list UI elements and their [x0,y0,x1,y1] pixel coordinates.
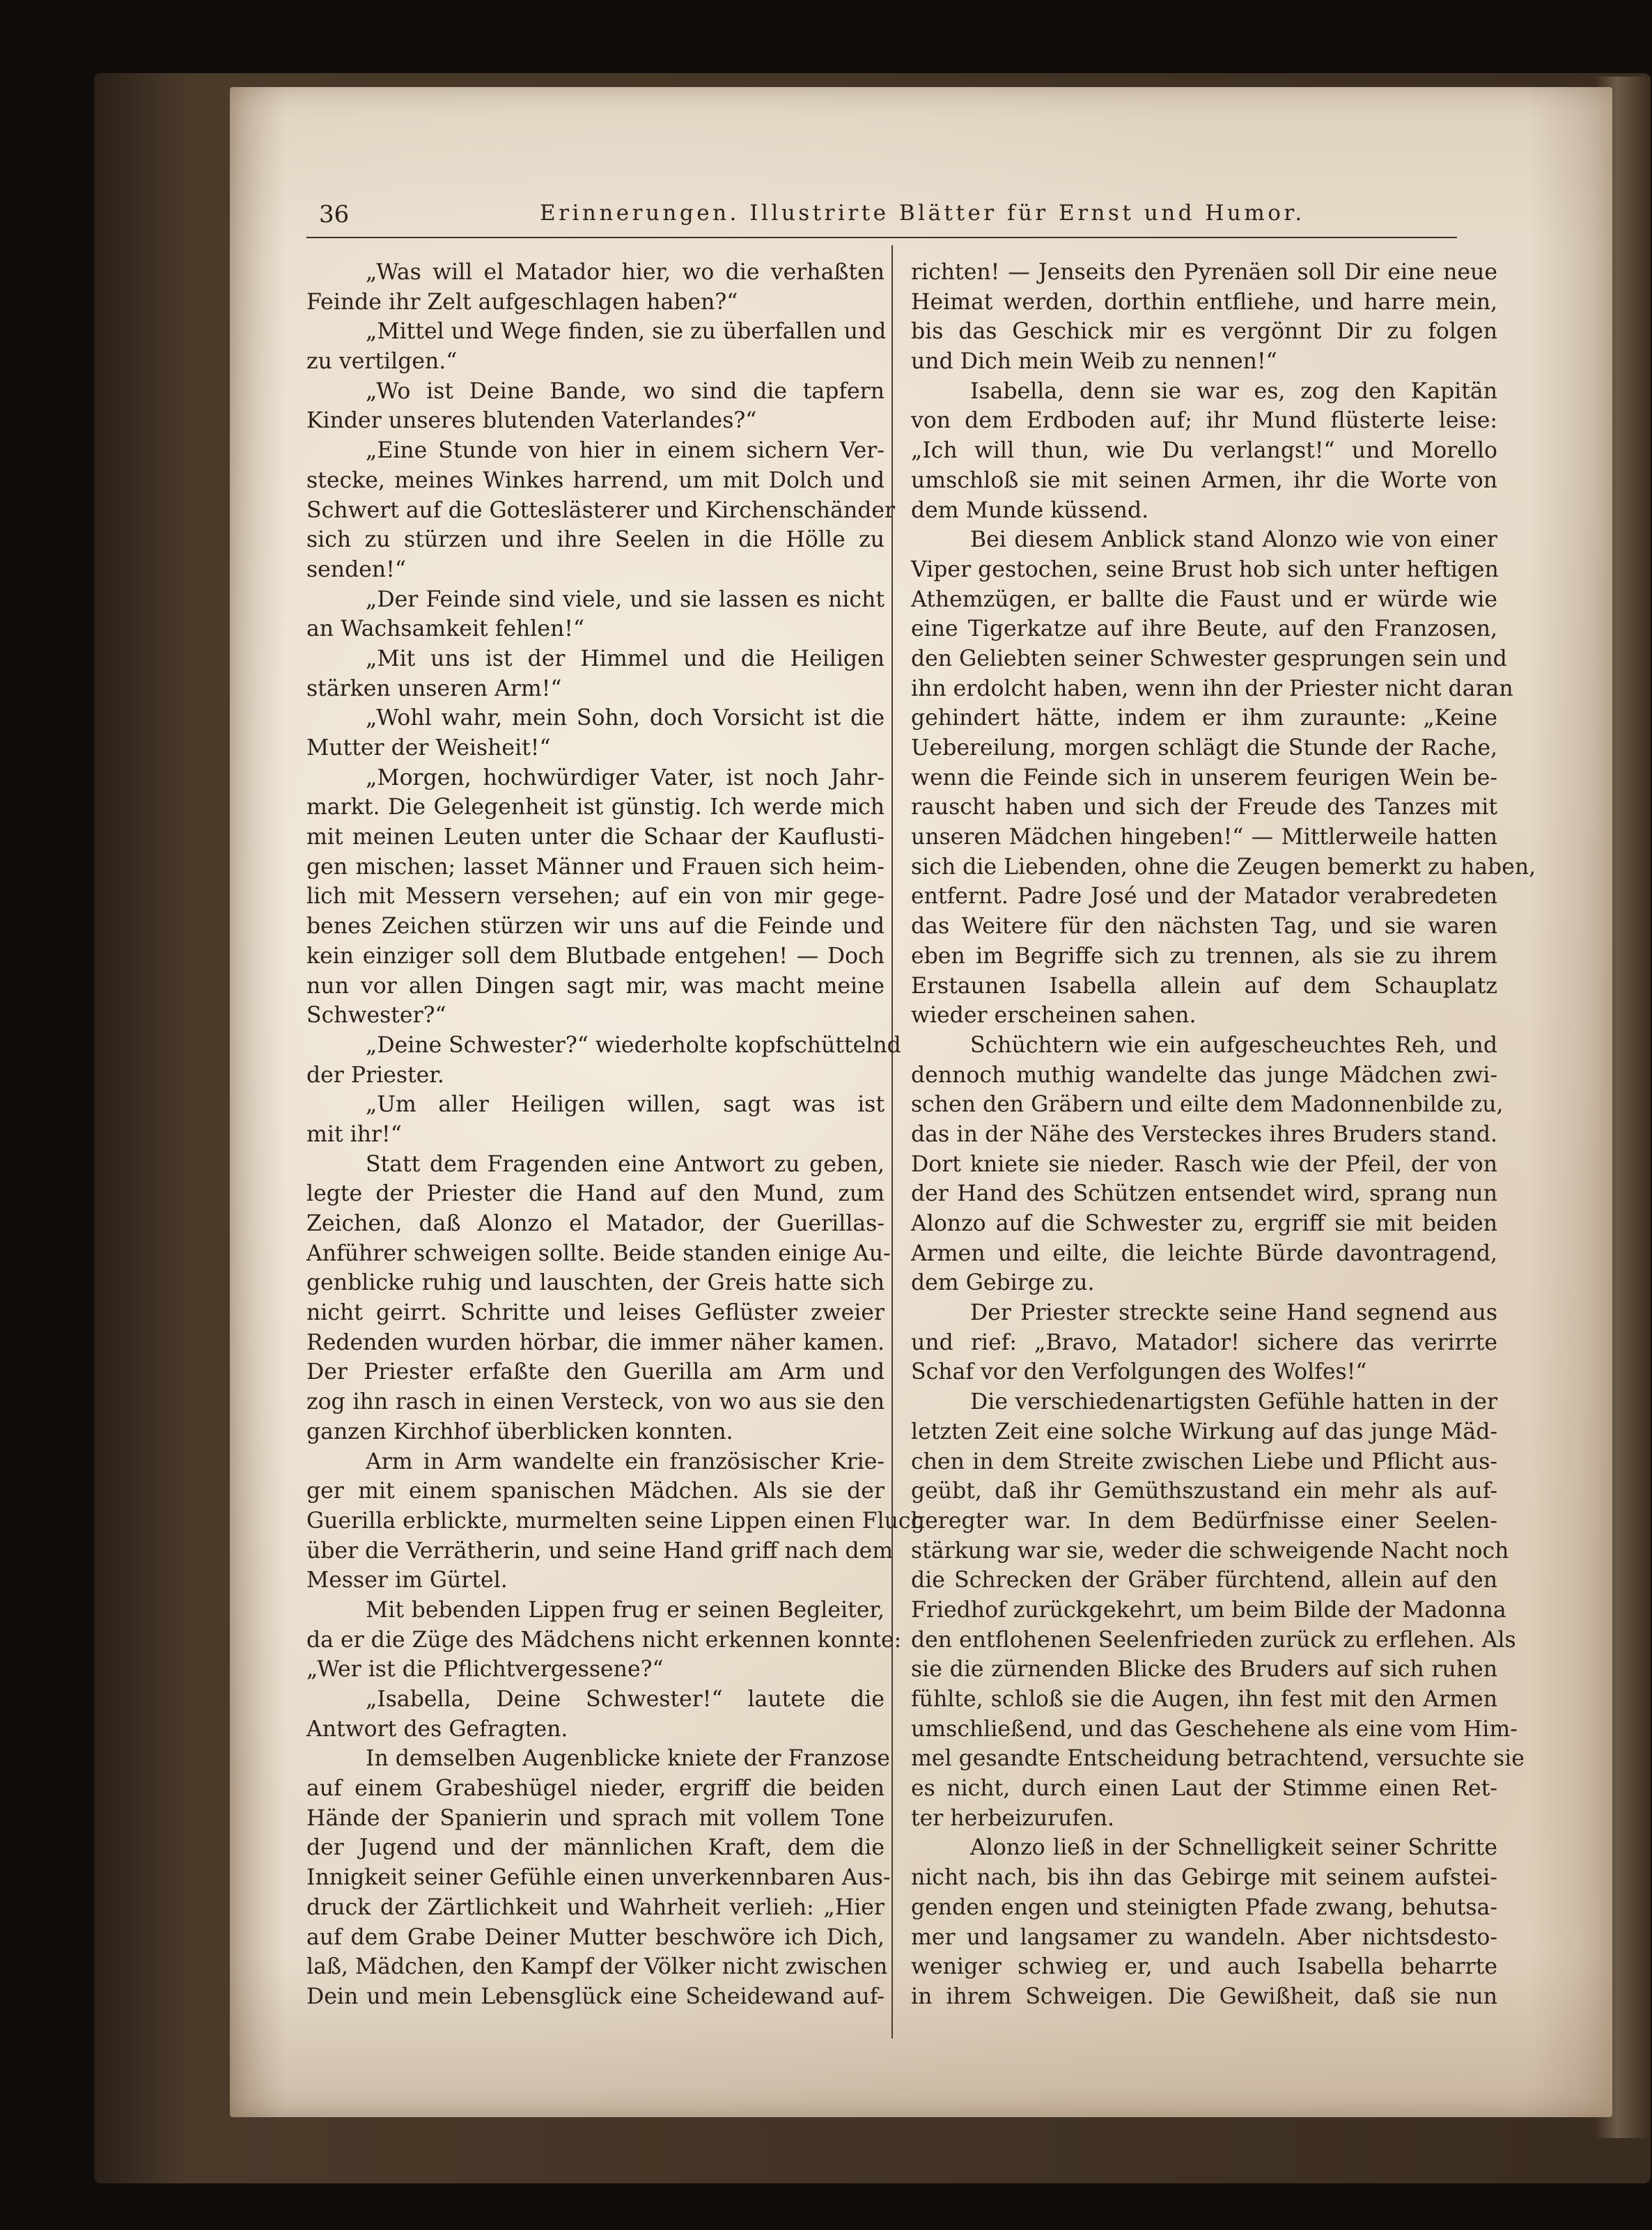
text-line: Uebereilung, morgen schlägt die Stunde der Rache, [911,735,1497,761]
text-line: „Eine Stunde von hier in einem sichern Ver- [366,438,885,464]
text-line: richten! — Jenseits den Pyrenäen soll Dir eine neue [911,260,1497,285]
text-line: rauscht haben und sich der Freude des Tanzes mit [911,795,1497,820]
text-line: Heimat werden, dorthin entfliehe, und harre mein, [911,289,1497,315]
text-line: und Dich mein Weib zu nennen!“ [911,349,1277,375]
journal-title: Erinnerungen. Illustrirte Blätter für Ernst und Humor. [540,201,1305,226]
text-line: nicht nach, bis ihn das Gebirge mit seinem aufstei- [911,1865,1497,1891]
text-line: ger mit einem spanischen Mädchen. Als sie der [306,1479,885,1504]
text-line: genblicke ruhig und lauschten, der Greis hatte sich [306,1270,885,1296]
text-line: entfernt. Padre José und der Matador verabredeten [911,884,1497,910]
text-line: der Jugend und der männlichen Kraft, dem die [306,1835,885,1861]
text-line: stärken unseren Arm!“ [306,676,562,701]
text-line: zu vertilgen.“ [306,349,458,375]
text-line: laß, Mädchen, den Kampf der Völker nicht zwischen [306,1954,888,1980]
text-line: Mutter der Weisheit!“ [306,735,551,761]
text-line: „Um aller Heiligen willen, sagt was ist [366,1092,885,1118]
text-line: mel gesandte Entscheidung betrachtend, versuchte sie [911,1746,1525,1772]
text-line: Schaf vor den Verfolgungen des Wolfes!“ [911,1359,1367,1385]
text-line: druck der Zärtlichkeit und Wahrheit verlieh: „Hier [306,1894,885,1920]
text-line: letzten Zeit eine solche Wirkung auf das junge Mäd- [911,1419,1497,1444]
text-line: ganzen Kirchhof überblicken konnten. [306,1419,733,1444]
text-line: dem Gebirge zu. [911,1270,1095,1296]
text-line: stärkung war sie, weder die schweigende Nacht noch [911,1538,1509,1564]
text-line: „Was will el Matador hier, wo die verhaßten [366,260,885,285]
text-line: nicht geirrt. Schritte und leises Geflüster zweier [306,1300,885,1326]
text-line: Friedhof zurückgekehrt, um beim Bilde der Madonna [911,1597,1506,1623]
text-line: und rief: „Bravo, Matador! sichere das verirrte [911,1330,1497,1355]
text-line: mer und langsamer zu wandeln. Aber nichtsdesto- [911,1924,1497,1950]
text-line: fühlte, schloß sie die Augen, ihn fest mit den Armen [911,1687,1497,1712]
text-line: markt. Die Gelegenheit ist günstig. Ich werde mich [306,795,885,820]
text-line: gehindert hätte, indem er ihm zuraunte: „Keine [911,705,1497,731]
text-line: „Ich will thun, wie Du verlangst!“ und Morello [911,438,1497,464]
text-line: in ihrem Schweigen. Die Gewißheit, daß sie nun [911,1983,1497,2009]
text-line: Erstaunen Isabella allein auf dem Schauplatz [911,973,1497,999]
text-line: wenn die Feinde sich in unserem feurigen Wein be- [911,765,1497,790]
text-line: sich die Liebenden, ohne die Zeugen bemerkt zu haben, [911,854,1536,880]
text-line: „Morgen, hochwürdiger Vater, ist noch Jahr- [366,765,885,790]
text-line: sich zu stürzen und ihre Seelen in die Hölle zu [306,527,885,553]
text-line: der Priester. [306,1062,444,1088]
text-line: legte der Priester die Hand auf den Mund, zum [306,1181,885,1207]
text-line: Der Priester streckte seine Hand segnend aus [970,1300,1497,1326]
text-line: Anführer schweigen sollte. Beide standen einige Au- [306,1240,891,1266]
text-line: über die Verrätherin, und seine Hand griff nach dem [306,1538,894,1564]
text-line: umschloß sie mit seinen Armen, ihr die Worte von [911,467,1497,493]
text-line: Mit bebenden Lippen frug er seinen Begleiter, [366,1597,885,1623]
text-line: Redenden wurden hörbar, die immer näher kamen. [306,1330,885,1355]
text-column-right [911,258,1536,2012]
text-line: Schwert auf die Gotteslästerer und Kirchenschänder [306,497,896,523]
text-line: der Hand des Schützen entsendet wird, sprang nun [911,1181,1497,1207]
text-line: eine Tigerkatze auf ihre Beute, auf den Franzosen, [911,616,1497,642]
text-line: wieder erscheinen sahen. [911,1003,1197,1029]
text-line: Bei diesem Anblick stand Alonzo wie von einer [970,527,1497,553]
text-line: Statt dem Fragenden eine Antwort zu geben, [366,1151,885,1177]
text-line: weniger schwieg er, und auch Isabella beharrte [911,1954,1497,1980]
text-line: an Wachsamkeit fehlen!“ [306,616,585,642]
text-line: kein einziger soll dem Blutbade entgehen! — Doch [306,943,885,969]
text-column-left [306,258,925,2012]
text-line: ihn erdolcht haben, wenn ihn der Priester nicht daran [911,676,1513,701]
text-line: chen in dem Streite zwischen Liebe und Pflicht aus- [911,1449,1497,1474]
text-line: Viper gestochen, seine Brust hob sich unter heftigen [911,556,1499,582]
text-line: dem Munde küssend. [911,497,1149,523]
text-line: stecke, meines Winkes harrend, um mit Dolch und [306,467,885,493]
text-line: Feinde ihr Zelt aufgeschlagen haben?“ [306,289,738,315]
text-line: die Schrecken der Gräber fürchtend, allein auf den [911,1568,1497,1593]
text-line: Schüchtern wie ein aufgescheuchtes Reh, und [970,1032,1497,1058]
text-line: schen den Gräbern und eilte dem Madonnenbilde zu, [911,1092,1504,1118]
text-line: „Wo ist Deine Bande, wo sind die tapfern [366,378,885,404]
text-line: Arm in Arm wandelte ein französischer Krie- [366,1449,885,1474]
text-line: ter herbeizurufen. [911,1805,1115,1831]
text-line: mit meinen Leuten unter die Schaar der Kauflusti- [306,825,885,850]
text-line: Athemzügen, er ballte die Faust und er würde wie [911,586,1497,612]
text-line: benes Zeichen stürzen wir uns auf die Feinde und [306,914,885,939]
text-line: Die verschiedenartigsten Gefühle hatten in der [970,1389,1497,1415]
text-line: es nicht, durch einen Laut der Stimme einen Ret- [911,1776,1497,1802]
text-line: mit ihr!“ [306,1121,402,1147]
text-line: das Weitere für den nächsten Tag, und sie waren [911,914,1497,939]
running-head [306,201,1532,235]
text-line: „Mittel und Wege finden, sie zu überfallen und [366,319,887,345]
text-line: sie die zürnenden Blicke des Bruders auf sich ruhen [911,1657,1497,1683]
text-line: Kinder unseres blutenden Vaterlandes?“ [306,408,757,434]
text-line: Schwester?“ [306,1003,446,1029]
text-line: eben im Begriffe sich zu trennen, als sie zu ihrem [911,943,1497,969]
text-line: Dort kniete sie nieder. Rasch wie der Pfeil, der von [911,1151,1497,1177]
text-line: „Mit uns ist der Himmel und die Heiligen [366,646,885,671]
text-line: den Geliebten seiner Schwester gesprungen sein und [911,646,1507,671]
text-line: „Isabella, Deine Schwester!“ lautete die [366,1687,885,1712]
text-line: senden!“ [306,556,406,582]
text-line: In demselben Augenblicke kniete der Franzose [366,1746,890,1772]
text-line: Messer im Gürtel. [306,1568,508,1593]
text-line: Antwort des Gefragten. [306,1716,568,1742]
text-line: geübt, daß ihr Gemüthszustand ein mehr als auf- [911,1479,1497,1504]
text-line: Guerilla erblickte, murmelten seine Lippen einen Fluch [306,1508,925,1534]
text-line: geregter war. In dem Bedürfnisse einer Seelen- [911,1508,1497,1534]
header-rule [306,237,1457,238]
text-line: Der Priester erfaßte den Guerilla am Arm und [306,1359,885,1385]
text-line: von dem Erdboden auf; ihr Mund flüsterte leise: [911,408,1497,434]
text-line: umschließend, und das Geschehene als eine vom Him- [911,1716,1518,1742]
page-number: 36 [319,201,350,228]
text-line: dennoch muthig wandelte das junge Mädchen zwi- [911,1062,1497,1088]
text-line: Dein und mein Lebensglück eine Scheidewand auf- [306,1983,885,2009]
text-line: „Wer ist die Pflichtvergessene?“ [306,1657,664,1683]
text-line: nun vor allen Dingen sagt mir, was macht meine [306,973,885,999]
text-line: „Deine Schwester?“ wiederholte kopfschüttelnd [366,1032,901,1058]
text-line: Zeichen, daß Alonzo el Matador, der Guerillas- [306,1211,885,1236]
text-line: unseren Mädchen hingeben!“ — Mittlerweile hatten [911,825,1497,850]
text-line: lich mit Messern versehen; auf ein von mir gege- [306,884,885,910]
text-line: das in der Nähe des Versteckes ihres Bruders stand. [911,1121,1497,1147]
text-line: Innigkeit seiner Gefühle einen unverkennbaren Aus- [306,1865,891,1891]
text-line: auf einem Grabeshügel nieder, ergriff die beiden [306,1776,885,1802]
text-line: auf dem Grabe Deiner Mutter beschwöre ich Dich, [306,1924,885,1950]
text-line: den entflohenen Seelenfrieden zurück zu erflehen. Als [911,1627,1516,1653]
text-line: Alonzo ließ in der Schnelligkeit seiner Schritte [970,1835,1497,1861]
text-line: „Der Feinde sind viele, und sie lassen es nicht [366,586,885,612]
text-line: da er die Züge des Mädchens nicht erkennen konnte: [306,1627,902,1653]
text-line: Armen und eilte, die leichte Bürde davontragend, [911,1240,1497,1266]
text-line: bis das Geschick mir es vergönnt Dir zu folgen [911,319,1497,345]
text-line: zog ihn rasch in einen Versteck, von wo aus sie den [306,1389,885,1415]
text-line: Hände der Spanierin und sprach mit vollem Tone [306,1805,885,1831]
page-edge-shadow [1595,77,1651,2138]
text-line: Alonzo auf die Schwester zu, ergriff sie mit beiden [911,1211,1497,1236]
text-line: genden engen und steinigten Pfade zwang, behutsa- [911,1894,1497,1920]
text-line: „Wohl wahr, mein Sohn, doch Vorsicht ist die [366,705,885,731]
text-line: Isabella, denn sie war es, zog den Kapitän [970,378,1497,404]
text-line: gen mischen; lasset Männer und Frauen sich heim- [306,854,885,880]
